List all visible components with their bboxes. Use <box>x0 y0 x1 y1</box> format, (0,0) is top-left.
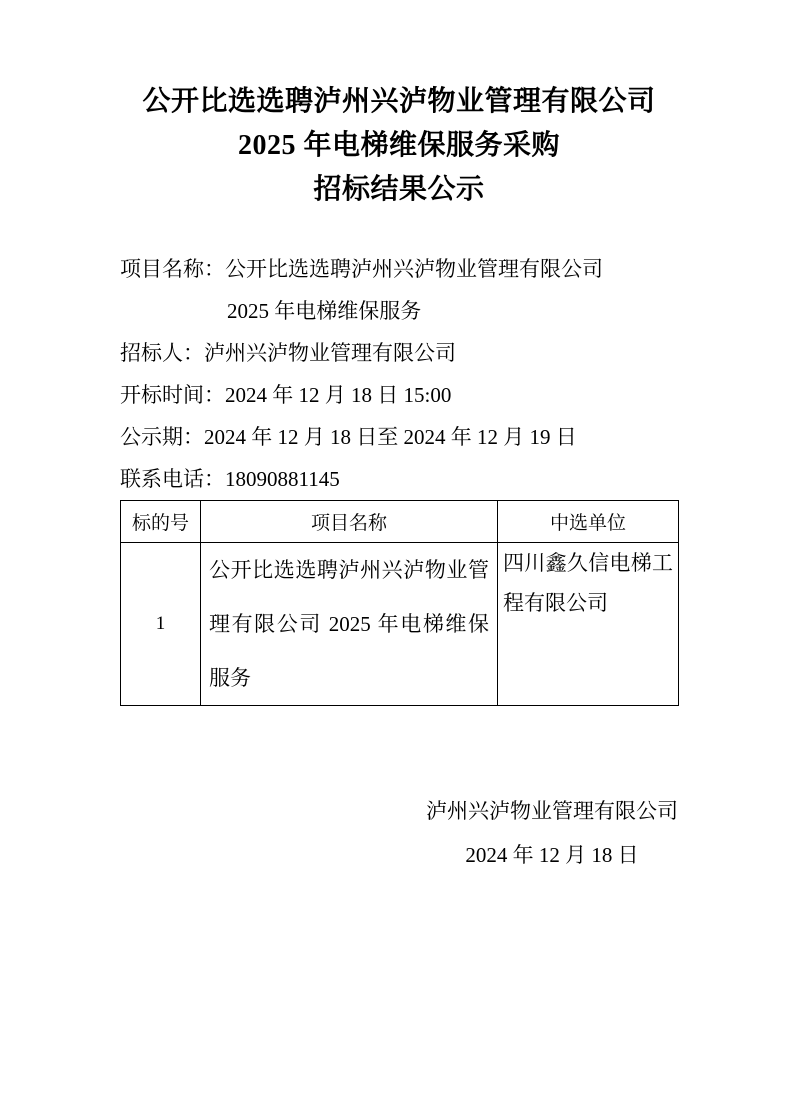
title-line-2: 2025 年电梯维保服务采购 <box>237 130 560 161</box>
signature-company: 泸州兴泸物业管理有限公司 <box>426 799 678 823</box>
table-row <box>121 543 679 706</box>
field-line-contact-phone: 联系电话：18090881145 <box>120 467 340 491</box>
field-line-publicity-period: 公示期：2024 年 12 月 18 日至 2024 年 12 月 19 日 <box>120 425 577 449</box>
field-line-project-name-continued: 2025 年电梯维保服务 <box>227 299 422 323</box>
field-line-bid-opening-time: 开标时间：2024 年 12 月 18 日 15:00 <box>120 383 452 407</box>
header-row <box>121 501 679 543</box>
signature-date: 2024 年 12 月 18 日 <box>465 843 639 867</box>
header-cell-project-name: 项目名称 <box>201 501 498 543</box>
title-line-1: 公开比选选聘泸州兴泸物业管理有限公司 <box>142 86 656 117</box>
field-line-project-name: 项目名称：公开比选选聘泸州兴泸物业管理有限公司 <box>120 257 603 281</box>
cell-bid-no: 1 <box>121 543 201 706</box>
title-line-3: 招标结果公示 <box>313 174 485 205</box>
header-cell-winner: 中选单位 <box>498 501 679 543</box>
document-body <box>120 248 678 500</box>
cell-winner: 四川鑫久信电梯工程有限公司 <box>498 543 679 706</box>
document-title <box>120 80 678 212</box>
signature-block <box>120 789 678 877</box>
header-cell-bid-no: 标的号 <box>121 501 201 543</box>
field-line-bidder: 招标人：泸州兴泸物业管理有限公司 <box>120 341 456 365</box>
cell-project-name: 公开比选选聘泸州兴泸物业管理有限公司 2025 年电梯维保服务 <box>201 543 498 706</box>
result-table <box>120 500 679 706</box>
result-table-header <box>121 501 679 543</box>
signature-inner <box>426 789 678 877</box>
